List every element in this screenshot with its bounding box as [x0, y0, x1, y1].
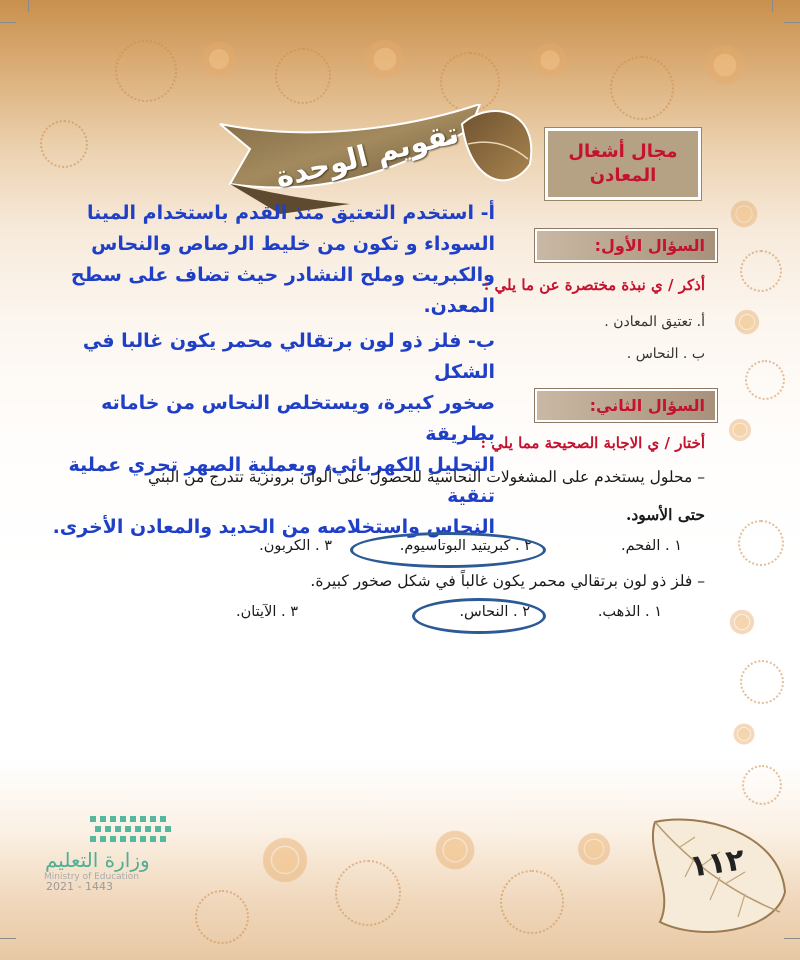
flower-ornament	[565, 820, 623, 878]
flower-ornament	[690, 30, 760, 100]
answer-a	[35, 198, 495, 322]
question1-instruction: أذكر / ي نبذة مختصرة عن ما يلي :	[483, 276, 705, 294]
mcq2-option-2: ٢ . النحاس.	[459, 604, 530, 620]
answer-a-line: والكبريت وملح النشادر حيث تضاف على سطح	[70, 264, 495, 286]
page-number: ١١٢	[687, 842, 747, 885]
domain-label-line2: المعادن	[589, 165, 657, 186]
mcq1-option-2: ٢ . كبريتيد البوتاسيوم.	[399, 538, 532, 554]
flower-ornament	[500, 870, 564, 934]
answer-circle	[412, 598, 546, 634]
question2-mcq2-text: – فلز ذو لون برتقالي محمر يكون غالباً في شكل صخور كبيرة.	[310, 572, 705, 590]
flower-ornament	[740, 660, 784, 704]
answer-a-line: المعدن.	[423, 295, 495, 317]
flower-ornament	[742, 765, 782, 805]
ministry-name-english: Ministry of Education	[44, 872, 139, 882]
answer-a-line: أ- استخدم التعتيق منذ القدم باستخدام المينا	[87, 202, 495, 224]
answer-b-line: صخور كبيرة، ويستخلص النحاس من خاماته بطريقة	[101, 392, 495, 445]
flower-ornament	[725, 300, 769, 344]
question2-mcq1-text: – محلول يستخدم على المشغولات النحاسية للحصول على ألوان برونزية تتدرج من البني	[147, 468, 705, 486]
flower-ornament	[720, 600, 764, 644]
flower-ornament	[440, 52, 500, 112]
flower-ornament	[720, 410, 760, 450]
flower-ornament	[350, 24, 420, 94]
flower-ornament	[738, 520, 784, 566]
crop-mark	[28, 0, 29, 12]
flower-ornament	[245, 820, 325, 900]
answer-b-line: ب- فلز ذو لون برتقالي محمر يكون غالبا في الشكل	[82, 330, 495, 383]
domain-label-box	[545, 128, 701, 200]
question1-item-a: أ. تعتيق المعادن .	[604, 314, 705, 330]
mcq2-option-1: ١ . الذهب.	[597, 604, 662, 620]
crop-mark	[0, 22, 16, 23]
question2-mcq1-text-cont: حتى الأسود.	[625, 505, 705, 524]
flower-ornament	[610, 56, 674, 120]
unit-title: تقويم الوحدة	[271, 115, 463, 195]
domain-label-line1: مجال أشغال	[568, 141, 678, 162]
mcq1-option-3: ٣ . الكربون.	[259, 538, 332, 554]
question1-header: السؤال الأول:	[535, 229, 717, 262]
answer-b-line: النحاس واستخلاصه من الحديد والمعادن الأخرى.	[52, 516, 495, 538]
answer-b	[25, 326, 495, 543]
mcq1-option-1: ١ . الفحم.	[620, 538, 682, 554]
question1-item-b: ب . النحاس .	[626, 346, 705, 362]
flower-ornament	[40, 120, 88, 168]
ministry-name: وزارة التعليم	[45, 848, 150, 872]
mcq2-option-3: ٣ . الآيتان.	[235, 604, 298, 620]
flower-ornament	[188, 28, 250, 90]
question2-instruction: أختار / ي الاجابة الصحيحة مما يلي :	[480, 434, 705, 452]
crop-mark	[784, 22, 800, 23]
crop-mark	[0, 938, 16, 939]
answer-b-line: التحليل الكهربائي، وبعملية الصهر تجري عملية تنقية	[68, 454, 495, 507]
flower-ornament	[725, 715, 763, 753]
flower-ornament	[195, 890, 249, 944]
flower-ornament	[275, 48, 331, 104]
flower-ornament	[745, 360, 785, 400]
domain-label	[568, 140, 678, 188]
flower-ornament	[740, 250, 782, 292]
crop-mark	[772, 0, 773, 12]
ministry-year: 2021 - 1443	[46, 880, 113, 893]
answer-a-line: السوداء و تكون من خليط الرصاص والنحاس	[91, 233, 495, 255]
flower-ornament	[420, 815, 490, 885]
flower-ornament	[335, 860, 401, 926]
flower-ornament	[115, 40, 177, 102]
flower-ornament	[720, 190, 768, 238]
answer-circle	[350, 532, 546, 568]
question2-header: السؤال الثاني:	[535, 389, 717, 422]
flower-ornament	[520, 30, 580, 90]
